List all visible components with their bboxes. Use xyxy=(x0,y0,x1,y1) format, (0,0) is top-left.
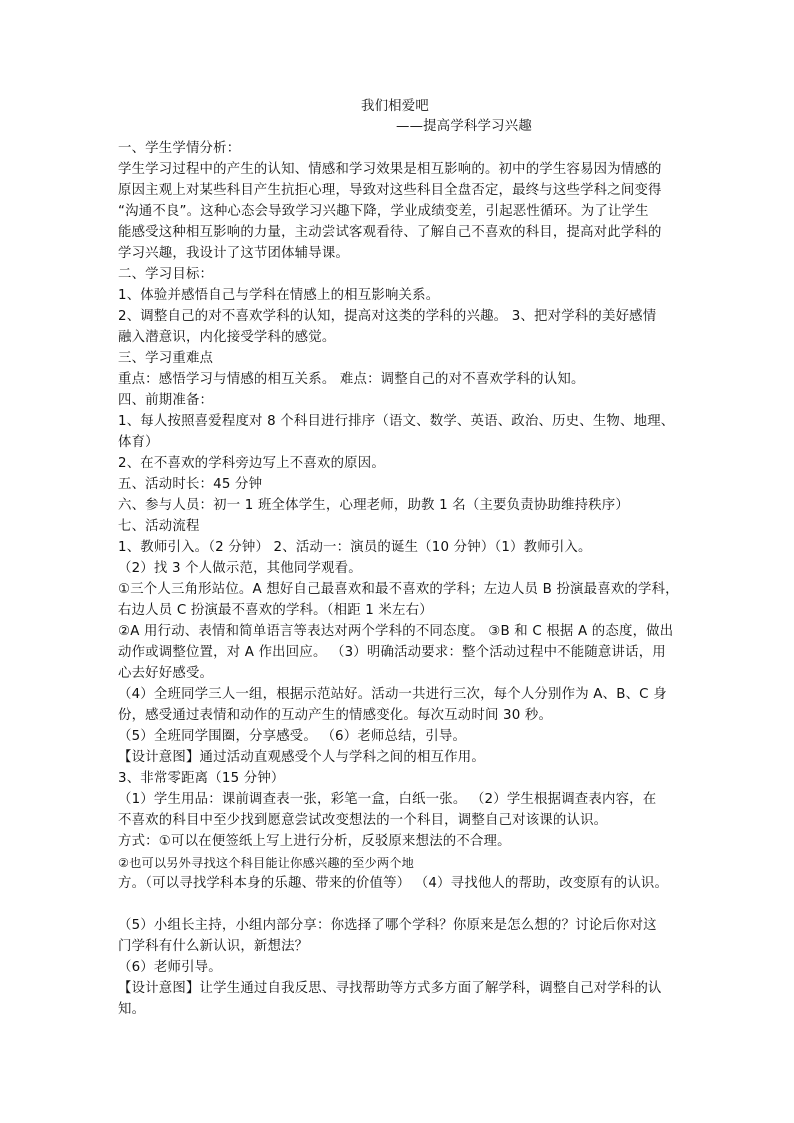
body-line: 1、每人按照喜爱程度对 8 个科目进行排序（语文、数学、英语、政治、历史、生物、地理、 xyxy=(118,414,675,429)
body-line: 心去好好感受。 xyxy=(118,666,214,681)
body-line: 体育） xyxy=(118,435,159,450)
document-subtitle: ——提高学科学习兴趣 xyxy=(396,119,532,134)
section-heading: 三、学习重难点 xyxy=(118,351,214,366)
body-line: 学习兴趣，我设计了这节团体辅导课。 xyxy=(118,246,350,261)
section-heading: 一、学生学情分析： xyxy=(118,141,241,156)
section-heading: 六、参与人员：初一 1 班全体学生，心理老师，助教 1 名（主要负责协助维持秩序） xyxy=(118,498,629,513)
section-heading: 3、非常零距离（15 分钟） xyxy=(118,771,285,786)
design-intent: 【设计意图】让学生通过自我反思、寻找帮助等方式多方面了解学科，调整自己对学科的认 xyxy=(118,981,662,996)
body-line: 2、调整自己的对不喜欢学科的认知，提高对这类的学科的兴趣。 3、把对学科的美好感情 xyxy=(118,309,657,324)
body-line: （1）学生用品：课前调查表一张，彩笔一盒，白纸一张。 （2）学生根据调查表内容，在 xyxy=(118,792,657,807)
body-line: （6）老师引导。 xyxy=(118,960,222,975)
body-line: （4）全班同学三人一组，根据示范站好。活动一共进行三次，每个人分别作为 A、B、C 身 xyxy=(118,687,667,702)
body-line: 知。 xyxy=(118,1002,146,1017)
design-intent: 【设计意图】通过活动直观感受个人与学科之间的相互作用。 xyxy=(118,750,485,765)
body-line: 不喜欢的科目中至少找到愿意尝试改变想法的一个科目，调整自己对该课的认识。 xyxy=(118,813,608,828)
body-line: 方式：①可以在便签纸上写上进行分析，反驳原来想法的不合理。 xyxy=(118,834,511,849)
body-line: “沟通不良”。这种心态会导致学习兴趣下降，学业成绩变差，引起恶性循环。为了让学生 xyxy=(118,204,649,219)
section-heading: 五、活动时长：45 分钟 xyxy=(118,477,263,492)
body-line: 动作或调整位置，对 A 作出回应。 （3）明确活动要求：整个活动过程中不能随意讲话，用 xyxy=(118,645,666,660)
section-heading: 七、活动流程 xyxy=(118,519,200,534)
body-line: 份，感受通过表情和动作的互动产生的情感变化。每次互动时间 30 秒。 xyxy=(118,708,553,723)
body-line: 原因主观上对某些科目产生抗拒心理，导致对这些科目全盘否定，最终与这些学科之间变得 xyxy=(118,183,662,198)
body-line: ②A 用行动、表情和简单语言等表达对两个学科的不同态度。 ③B 和 C 根据 A 的态度，做出 xyxy=(118,624,674,639)
body-line: 方。（可以寻找学科本身的乐趣、带来的价值等） （4）寻找他人的帮助，改变原有的认识。 xyxy=(118,876,669,891)
body-line: （2）找 3 个人做示范，其他同学观看。 xyxy=(118,561,362,576)
body-line: 学生学习过程中的产生的认知、情感和学习效果是相互影响的。初中的学生容易因为情感的 xyxy=(118,162,662,177)
body-line: 融入潜意识，内化接受学科的感觉。 xyxy=(118,330,336,345)
body-line: 重点：感悟学习与情感的相互关系。 难点：调整自己的对不喜欢学科的认知。 xyxy=(118,372,585,387)
section-heading: 四、前期准备： xyxy=(118,393,214,408)
section-heading: 二、学习目标： xyxy=(118,267,214,282)
body-line: 门学科有什么新认识，新想法？ xyxy=(118,939,309,954)
body-line: ①三个人三角形站位。A 想好自己最喜欢和最不喜欢的学科；左边人员 B 扮演最喜欢的学科， xyxy=(118,582,679,597)
document-title: 我们相爱吧 xyxy=(361,99,429,114)
body-line: 1、体验并感悟自己与学科在情感上的相互影响关系。 xyxy=(118,288,440,303)
body-line: 2、在不喜欢的学科旁边写上不喜欢的原因。 xyxy=(118,456,385,471)
body-line: 能感受这种相互影响的力量，主动尝试客观看待、了解自己不喜欢的科目，提高对此学科的 xyxy=(118,225,662,240)
body-line: ②也可以另外寻找这个科目能让你感兴趣的至少两个地 xyxy=(118,856,415,870)
body-line: （5）小组长主持，小组内部分享：你选择了哪个学科？你原来是怎么想的？讨论后你对这 xyxy=(118,918,657,933)
body-line: （5）全班同学围圈，分享感受。 （6）老师总结，引导。 xyxy=(118,729,467,744)
body-line: 右边人员 C 扮演最不喜欢的学科。（相距 1 米左右） xyxy=(118,603,433,618)
body-line: 1、教师引入。（2 分钟） 2、活动一：演员的诞生（10 分钟）（1）教师引入。 xyxy=(118,540,592,555)
